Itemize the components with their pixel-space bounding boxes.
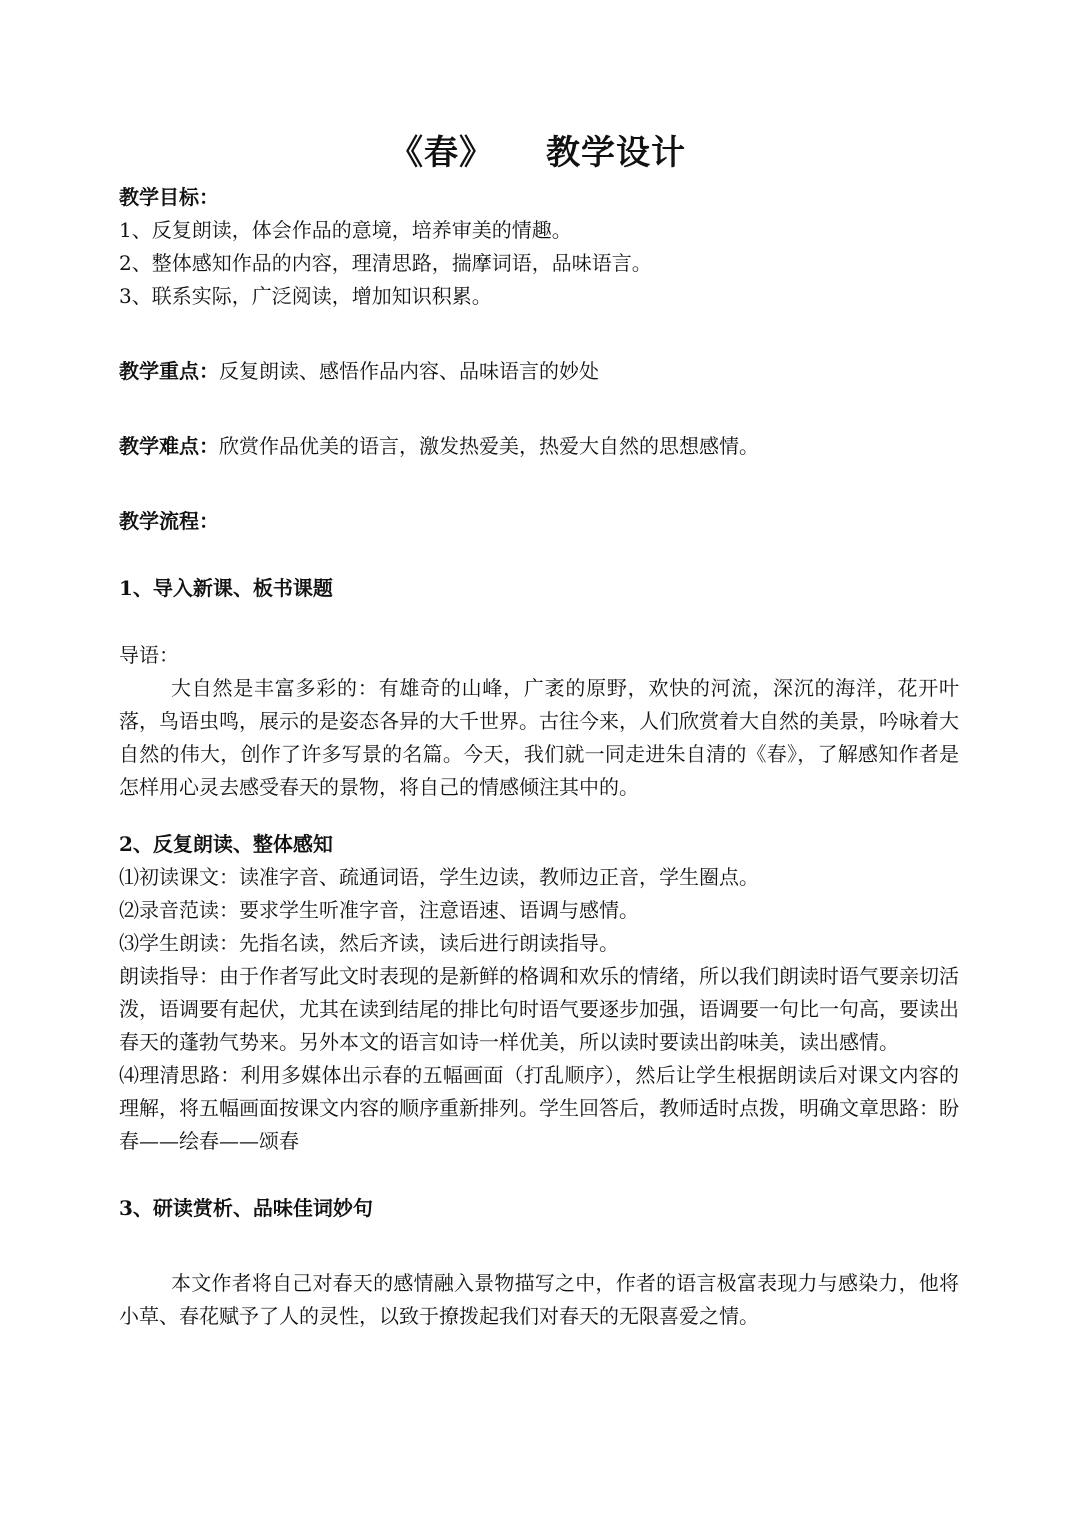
key-points-text: 反复朗读、感悟作品内容、品味语言的妙处 — [219, 359, 599, 383]
reading-step: ⑴初读课文：读准字音、疏通词语，学生边读，教师边正音，学生圈点。 — [119, 865, 759, 889]
title-subtitle: 教学设计 — [546, 133, 686, 173]
objectives-heading: 教学目标： — [119, 185, 219, 209]
intro-paragraph: 大自然是丰富多彩的：有雄奇的山峰，广袤的原野，欢快的河流，深沉的海洋，花开叶落，鸟语虫鸣，展示的是姿态各异的大千世界。古往今来，人们欣赏着大自然的美景，吟咏着大自然的伟大，创作了许多写景的名篇。今天，我们就一同走进朱自清的《春》，了解感知作者是怎样用心灵去感受春天的景物，将自己的情感倾注其中的。 — [119, 676, 959, 799]
difficulties — [119, 430, 959, 463]
reading-step-4: ⑷理清思路：利用多媒体出示春的五幅画面（打乱顺序），然后让学生根据朗读后对课文内容的理解，将五幅画面按课文内容的顺序重新排列。学生回答后，教师适时点拨，明确文章思路：盼春——绘春——颂春 — [119, 1063, 959, 1153]
section-1-heading: 1、导入新课、板书课题 — [119, 576, 333, 600]
key-points — [119, 355, 959, 388]
objective-item: 1、反复朗读，体会作品的意境，培养审美的情趣。 — [119, 218, 572, 242]
objective-item: 3、联系实际，广泛阅读，增加知识积累。 — [119, 284, 492, 308]
document-body — [119, 181, 959, 1333]
objective-item: 2、整体感知作品的内容，理清思路，揣摩词语，品味语言。 — [119, 251, 652, 275]
section-2-heading: 2、反复朗读、整体感知 — [119, 832, 333, 856]
reading-guidance: 朗读指导：由于作者写此文时表现的是新鲜的格调和欢乐的情绪，所以我们朗读时语气要亲切活泼，语调要有起伏，尤其在读到结尾的排比句时语气要逐步加强，语调要一句比一句高，要读出春天的蓬勃气势来。另外本文的语言如诗一样优美，所以读时要读出韵味美，读出感情。 — [119, 964, 959, 1054]
process-heading: 教学流程： — [119, 509, 219, 533]
key-points-label: 教学重点： — [119, 359, 219, 383]
intro-label: 导语： — [119, 643, 179, 667]
reading-step: ⑵录音范读：要求学生听准字音，注意语速、语调与感情。 — [119, 898, 639, 922]
section-3-heading: 3、研读赏析、品味佳词妙句 — [119, 1196, 373, 1220]
page-title — [0, 127, 1075, 179]
difficulties-label: 教学难点： — [119, 434, 219, 458]
difficulties-text: 欣赏作品优美的语言，激发热爱美，热爱大自然的思想感情。 — [219, 434, 759, 458]
title-book-name: 《春》 — [389, 133, 494, 173]
section-3-paragraph: 本文作者将自己对春天的感情融入景物描写之中，作者的语言极富表现力与感染力，他将小草、春花赋予了人的灵性，以致于撩拨起我们对春天的无限喜爱之情。 — [119, 1271, 959, 1328]
reading-step: ⑶学生朗读：先指名读，然后齐读，读后进行朗读指导。 — [119, 931, 619, 955]
